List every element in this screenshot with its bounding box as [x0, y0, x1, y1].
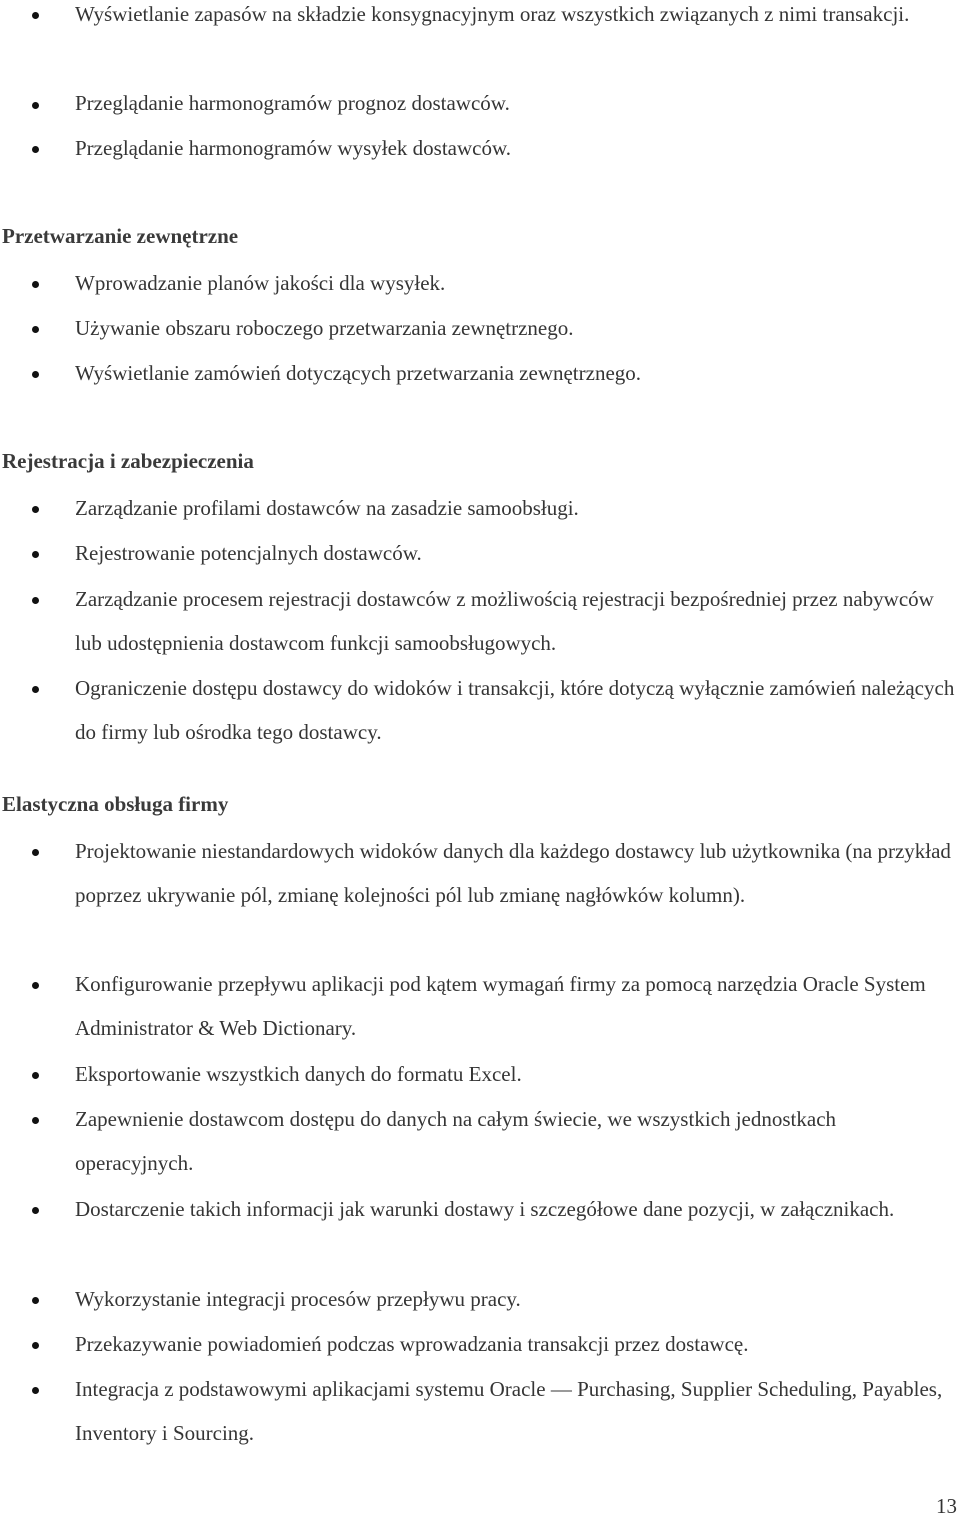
- bullet-icon: [32, 371, 39, 378]
- bullet-icon: [32, 551, 39, 558]
- bullet-icon: [32, 686, 39, 693]
- section-heading: Rejestracja i zabezpieczenia: [2, 449, 254, 473]
- list-item-text: Zarządzanie profilami dostawców na zasadzie samoobsługi.: [75, 496, 579, 520]
- list-item-text: Przeglądanie harmonogramów prognoz dostawców.: [75, 91, 510, 115]
- bullet-icon: [32, 102, 39, 109]
- bullet-icon: [32, 1072, 39, 1079]
- list-item-text: Wyświetlanie zamówień dotyczących przetwarzania zewnętrznego.: [75, 361, 642, 385]
- bullet-icon: [32, 1387, 39, 1394]
- list-item-text: Dostarczenie takich informacji jak warunki dostawy i szczegółowe dane pozycji, w załącznikach.: [75, 1197, 895, 1221]
- list-item-text: Przeglądanie harmonogramów wysyłek dostawców.: [75, 136, 512, 160]
- list-item-text: Zapewnienie dostawcom dostępu do danych na całym świecie, we wszystkich jednostkach operacyjnych.: [75, 1107, 837, 1175]
- list-item-text: Wyświetlanie zapasów na składzie konsygnacyjnym oraz wszystkich związanych z nimi transakcji.: [75, 2, 910, 26]
- list-item-text: Wykorzystanie integracji procesów przepływu pracy.: [75, 1287, 521, 1311]
- bullet-icon: [32, 1117, 39, 1124]
- bullet-icon: [32, 326, 39, 333]
- bullet-icon: [32, 281, 39, 288]
- page-number: 13: [936, 1494, 957, 1518]
- list-item-text: Rejestrowanie potencjalnych dostawców.: [75, 541, 422, 565]
- list-item-text: Projektowanie niestandardowych widoków danych dla każdego dostawcy lub użytkownika (na przykład poprzez ukrywanie pól, zmianę kolejności pól lub zmianę nagłówków kolumn).: [75, 839, 951, 907]
- list-item-text: Używanie obszaru roboczego przetwarzania zewnętrznego.: [75, 316, 574, 340]
- bullet-icon: [32, 506, 39, 513]
- list-item-text: Integracja z podstawowymi aplikacjami systemu Oracle — Purchasing, Supplier Scheduling, Payables, Inventory i Sourcing.: [75, 1377, 943, 1445]
- section-heading: Elastyczna obsługa firmy: [2, 792, 229, 816]
- list-item-text: Ograniczenie dostępu dostawcy do widoków i transakcji, które dotyczą wyłącznie zamówień należących do firmy lub ośrodka tego dostawcy.: [75, 676, 955, 744]
- bullet-icon: [32, 12, 39, 19]
- bullet-icon: [32, 146, 39, 153]
- list-item-text: Konfigurowanie przepływu aplikacji pod kątem wymagań firmy za pomocą narzędzia Oracle System Administrator & Web Dictionary.: [75, 972, 926, 1040]
- bullet-icon: [32, 1207, 39, 1214]
- bullet-icon: [32, 849, 39, 856]
- bullet-icon: [32, 1297, 39, 1304]
- list-item-text: Wprowadzanie planów jakości dla wysyłek.: [75, 271, 446, 295]
- bullet-icon: [32, 597, 39, 604]
- list-item-text: Przekazywanie powiadomień podczas wprowadzania transakcji przez dostawcę.: [75, 1332, 749, 1356]
- list-item-text: Eksportowanie wszystkich danych do formatu Excel.: [75, 1062, 522, 1086]
- bullet-icon: [32, 1342, 39, 1349]
- list-item-text: Zarządzanie procesem rejestracji dostawców z możliwością rejestracji bezpośredniej przez nabywców lub udostępnienia dostawcom funkcji samoobsługowych.: [75, 587, 934, 655]
- section-heading: Przetwarzanie zewnętrzne: [2, 224, 239, 248]
- bullet-icon: [32, 982, 39, 989]
